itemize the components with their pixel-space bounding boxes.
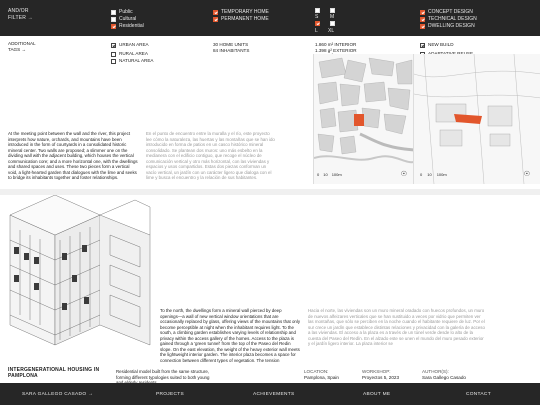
description-en: At the meeting point between the wall and the river, this project interprets how nature, orchards, and mountains have been introduced in the form of courtyards in a consolidated historic mineral center. Two walls are proposed; a slimmer one on the dividing wall with the adjacent building, which houses the vertical communication core; and a more horizontal one, with the dwellings and shared spaces and uses. These two pieces form a vertical void, a light-hearted garden that dialogues with the lime and seeks to bridge its inhabitants together and foster relationships. [8, 131, 138, 180]
home-units: 30 HOME UNITS [213, 42, 249, 47]
meta-location [304, 369, 339, 380]
checkbox-cultural[interactable] [111, 17, 116, 22]
meta-workshop-value: Proyectos 5, 2023 [362, 374, 400, 380]
filter-bar [0, 0, 540, 36]
scale-2-c: 100m [436, 172, 447, 177]
meta-location-value: Pamplona, Spain [304, 374, 339, 380]
filter-permanent-home[interactable] [213, 16, 269, 22]
scale-1-a: 0 [317, 172, 320, 177]
size-l-label: L [315, 28, 318, 34]
meta-authors [422, 369, 466, 380]
meta-authors-value: Sara Gallego Casado [422, 374, 466, 380]
axonometric-svg [0, 195, 160, 367]
design-text-en: To the north, the dwellings form a mineral wall pierced by deep openings—a wall of new vertical window orientations that are occasionally replaced by glass, offering views of the mountains that only become perceptible at night when the inhabitant requires light. To the south, a climbing garden establishes varying levels of relationship and privacy within the access gallery of the homes. Access to the plaza is gained through a 'green tunnel' from the top of the Paseo del Redin slope. On the east elevation, the weight of the heavy exterior wall meets the lightweight interior garden. The interior plaza becomes a space for connection between different types of vegetation. The tension [160, 308, 301, 363]
filter-technical-design[interactable] [420, 16, 477, 22]
tag-natural-area[interactable] [111, 58, 153, 64]
filter-cultural-label: Cultural [119, 16, 137, 22]
filter-dwelling-design[interactable] [420, 23, 475, 29]
project-title [8, 367, 99, 379]
project-title-line2: PAMPLONA [8, 373, 38, 379]
north-arrow-icon-2: ☉ [523, 171, 530, 178]
checkbox-size-s[interactable] [315, 8, 320, 13]
filter-temporary-home-label: TEMPORARY HOME [221, 9, 269, 15]
checkbox-residential[interactable] [111, 24, 116, 29]
scale-2-a: 0 [420, 172, 423, 177]
unit-stats [213, 42, 249, 53]
checkbox-urban-area[interactable] [111, 43, 116, 48]
filter-public-label: Public [119, 9, 133, 15]
filter-dwelling-design-label: DWELLING DESIGN [428, 23, 475, 29]
project-title-line1: INTERGENERATIONAL HOUSING IN [8, 367, 100, 373]
filter-permanent-home-label: PERMANENT HOME [221, 16, 269, 22]
filter-technical-design-label: TECHNICAL DESIGN [428, 16, 477, 22]
interior-area: 1.860 m² INTERIOR [315, 42, 357, 47]
checkbox-technical-design[interactable] [420, 17, 425, 22]
scale-bar-2 [420, 172, 447, 177]
tag-new-build[interactable] [420, 42, 454, 48]
tag-urban-area-label: URBAN AREA [119, 42, 149, 47]
nav-home-link[interactable]: SARA GALLEGO CASADO → [22, 392, 94, 397]
checkbox-temporary-home[interactable] [213, 10, 218, 15]
tag-urban-area[interactable] [111, 42, 149, 48]
filter-concept-design-label: CONCEPT DESIGN [428, 9, 473, 15]
filter-cultural[interactable] [111, 16, 136, 22]
size-xl-label: XL [328, 28, 335, 34]
checkbox-natural-area[interactable] [111, 59, 116, 64]
site-map-urban [313, 54, 413, 184]
meta-authors-key: AUTHOR(S): [422, 369, 449, 374]
checkbox-size-xl[interactable] [330, 21, 335, 26]
checkbox-dwelling-design[interactable] [420, 24, 425, 29]
checkbox-public[interactable] [111, 10, 116, 15]
additional-tags-label[interactable] [8, 41, 36, 53]
nav-projects-link[interactable]: PROJECTS [156, 392, 184, 397]
nav-achievements-link[interactable]: ACHIEVEMENTS [253, 392, 295, 397]
site-map-detail-drawing [414, 54, 540, 184]
meta-workshop-key: WORKSHOP: [362, 369, 391, 374]
filter-label-line2: FILTER → [8, 14, 33, 21]
meta-workshop [362, 369, 399, 380]
footer-nav [0, 383, 540, 405]
additional-tags-line2: TAGS → [8, 47, 27, 52]
checkbox-size-l[interactable] [315, 21, 320, 26]
nav-about-link[interactable]: ABOUT ME [363, 392, 391, 397]
filter-public[interactable] [111, 9, 133, 15]
filter-concept-design[interactable] [420, 9, 473, 15]
tag-rural-area[interactable] [111, 51, 148, 57]
size-s-label: S [315, 14, 319, 20]
additional-tags-line1: ADDITIONAL [8, 41, 36, 46]
meta-location-key: LOCATION: [304, 369, 329, 374]
tag-natural-area-label: NATURAL AREA [119, 58, 154, 63]
scale-1-b: 10 [323, 172, 328, 177]
size-m-label: M [330, 14, 335, 20]
filter-label-line1: AND/OR [8, 8, 29, 14]
inhabitants: 84 INHABITANTS [213, 47, 250, 53]
model-caption: Residential model built from the same structure, forming different typologies suited to both young [116, 369, 210, 380]
axonometric-drawing [0, 195, 160, 367]
description-es: En el punto de encuentro entre la muralla y el río, este proyecto lee cómo la naturaleza, las huertas y las montañas que se han ido introducido en forma de patios en un casco histórico mineral consolidado. Se plantean dos muros: uno más esbelto en la medianera con el edificio contiguo, que recoge el núcleo de comunicación vertical y otro más horizontal, con las viviendas y espacios y usos compartidos. Estas dos piezas conforman un vacío vertical, un jardín con un carácter ligero que dialoga con el lime y busca el encuentro y la relación de sus habitantes. [146, 131, 275, 180]
north-arrow-icon: ☉ [400, 171, 407, 178]
exterior-area: 1.398 g² EXTERIOR [315, 47, 357, 53]
tag-rural-area-label: RURAL AREA [119, 51, 148, 56]
tag-new-build-label: NEW BUILD [428, 42, 454, 47]
scale-bar-1 [317, 172, 342, 177]
filter-residential-label: Residential [119, 23, 144, 29]
site-map-detail [413, 54, 540, 184]
design-text-es: Hacia el norte, las viviendas son un muro mineral oradado con huecos profundos, un muro de nuevos alfeizares verticales que se han sustituido a veces por vidrio que permiten ver las montañas, que sólo se perciben en la noche cuando el habitante requiere de luz. Por el sur crece un jardín que establece distintas relaciones y privacidad con la galería de acceso a las viviendas. El acceso a la plaza es a través de un túnel verde desde lo alto de la cuesta del Paseo del Redín. En el alzado este se unen el mundo del muro pesado exterior y el jardín ligero interior. La plaza interior se [308, 308, 485, 346]
checkbox-concept-design[interactable] [420, 10, 425, 15]
nav-contact-link[interactable]: CONTACT [466, 392, 491, 397]
checkbox-rural-area[interactable] [111, 52, 116, 57]
checkbox-size-m[interactable] [330, 8, 335, 13]
scale-1-c: 100m [331, 172, 342, 177]
checkbox-permanent-home[interactable] [213, 17, 218, 22]
project-info [0, 36, 540, 180]
site-map-urban-drawing [314, 54, 413, 184]
filter-residential[interactable] [111, 23, 144, 29]
scale-2-b: 10 [427, 172, 432, 177]
filter-temporary-home[interactable] [213, 9, 269, 15]
filter-label[interactable] [8, 8, 33, 21]
checkbox-new-build[interactable] [420, 43, 425, 48]
